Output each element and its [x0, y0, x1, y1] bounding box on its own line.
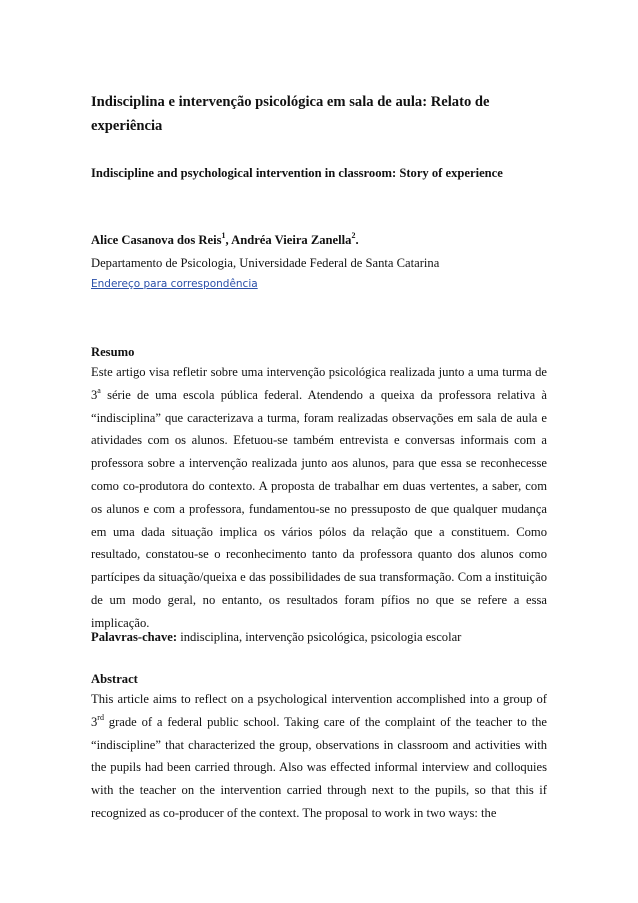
resumo-heading: Resumo	[91, 345, 135, 359]
abstract-heading: Abstract	[91, 672, 138, 686]
ordinal-marker: rd	[97, 712, 104, 722]
affiliation: Departamento de Psicologia, Universidade Federal de Santa Catarina	[91, 256, 440, 270]
abstract-body	[91, 688, 547, 825]
author-line	[91, 231, 359, 249]
author-name: Alice Casanova dos Reis	[91, 233, 222, 247]
resumo-text: série de uma escola pública federal. Atendendo a queixa da professora relativa à “indisciplina” que caracterizava a turma, foram realizadas observações em sala de aula e atividades com os alunos. Efetuou-se também entrevista e conversas informais com a professora sobre a intervenção realizada junto aos alunos, para que essa se reconhecesse como co-produtora do contexto. A proposta de trabalhar em duas vertentes, a saber, com os alunos e com a professora, fundamentou-se no pressuposto de que qualquer mudança em uma dada situação implica os vários pólos da relação que a constituem. Como resultado, constatou-se o reconhecimento tanto da professora quanto dos alunos como partícipes da situação/queixa e das possibilidades de sua transformação. Com a instituição de um modo geral, no entanto, os resultados foram pífios no que se refere a essa implicação.	[91, 387, 547, 630]
correspondence-link[interactable]: Endereço para correspondência	[91, 278, 258, 290]
author-separator: ,	[225, 233, 232, 247]
paper-title: Indisciplina e intervenção psicológica em sala de aula: Relato de experiência	[91, 94, 490, 134]
author-affiliation-marker: 2	[351, 231, 356, 240]
abstract-text: grade of a federal public school. Taking care of the complaint of the teacher to the “indiscipline” that characterized the group, observations in classroom and activities with the pupils had been carried through. Also was effected informal interview and colloquies with the teacher on the intervention carried through next to the pupils, so that this if recognized as co-producer of the context. The proposal to work in two ways: the	[91, 714, 547, 820]
author-line-end: .	[355, 233, 359, 247]
author-affiliation-marker: 1	[221, 231, 226, 240]
keywords-value: indisciplina, intervenção psicológica, psicologia escolar	[177, 630, 462, 644]
keywords-label: Palavras-chave:	[91, 630, 178, 644]
abstract-text: This article aims to reflect on a psychological intervention accomplished into a group of 3	[91, 692, 547, 729]
paper-subtitle-english: Indiscipline and psychological intervention in classroom: Story of experience	[91, 166, 503, 180]
ordinal-marker: a	[97, 385, 101, 395]
keywords-line	[91, 628, 461, 646]
author-name: Andréa Vieira Zanella	[231, 233, 352, 247]
resumo-text: Este artigo visa refletir sobre uma intervenção psicológica realizada junto a uma turma de 3	[91, 365, 547, 402]
resumo-body	[91, 361, 547, 635]
